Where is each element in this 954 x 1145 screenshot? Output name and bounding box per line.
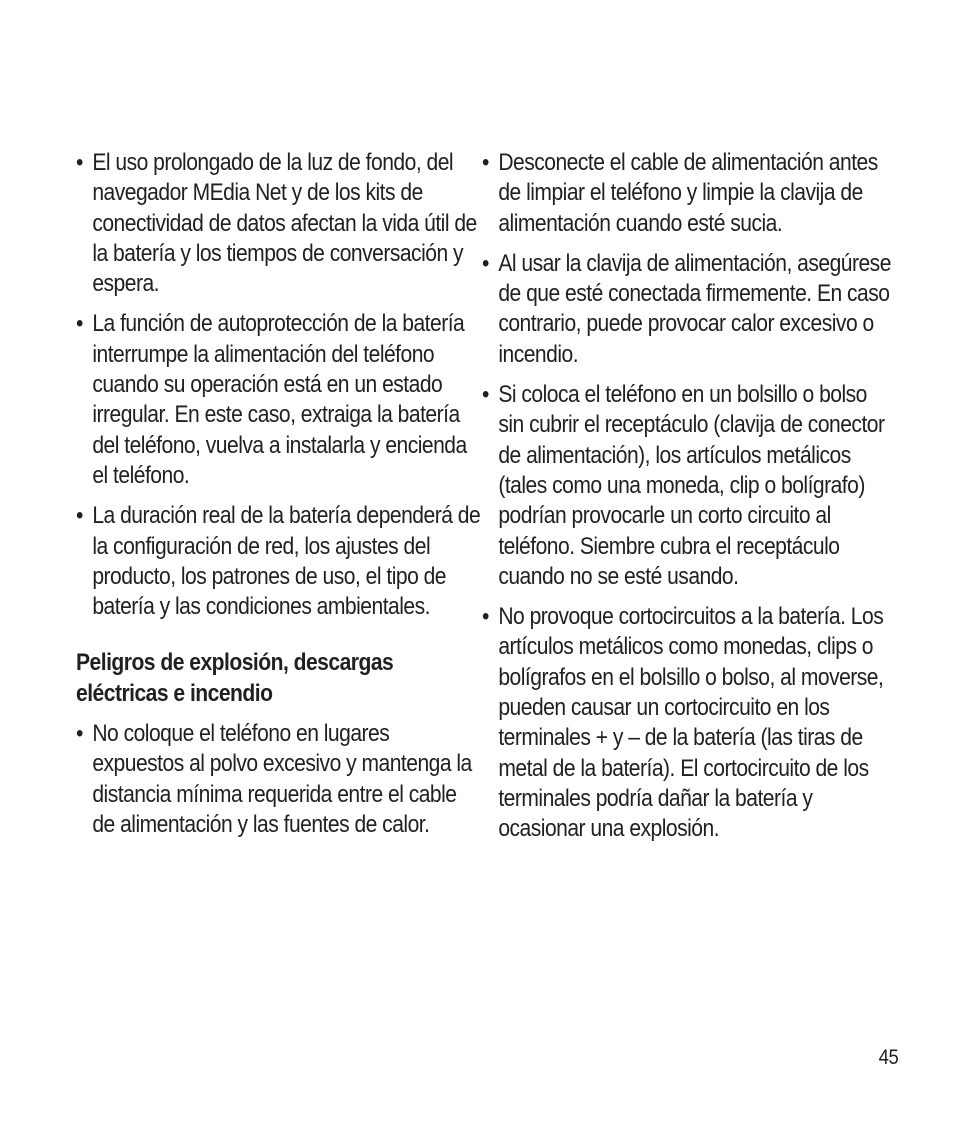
list-item-text: No provoque cortocircuitos a la batería. Los artículos metálicos como monedas, clips o bolígrafos en el bolsillo o bolso, al moverse, pueden causar un cortocircuito en los terminales + y – de la batería (las tiras de metal de la batería). El cortocircuito de los terminales podría dañar la batería y ocasionar una explosión.: [498, 603, 884, 843]
bullet-list-battery: [76, 148, 481, 622]
bullet-icon: •: [76, 502, 83, 530]
list-item-text: Al usar la clavija de alimentación, asegúrese de que esté conectada firmemente. En caso contrario, puede provocar calor excesivo o incendio.: [498, 249, 891, 368]
right-column: [482, 148, 891, 855]
list-item: [76, 309, 483, 491]
bullet-icon: •: [482, 381, 489, 409]
list-item-text: Desconecte el cable de alimentación antes de limpiar el teléfono y limpie la clavija de alimentación cuando esté sucia.: [498, 149, 878, 237]
left-column: [76, 148, 481, 850]
bullet-icon: •: [482, 603, 489, 631]
bullet-icon: •: [482, 149, 489, 176]
list-item: [482, 380, 897, 592]
section-heading: Peligros de explosión, descargas eléctricas e incendio: [76, 649, 394, 707]
bullet-list-hazards: [76, 719, 472, 840]
list-item-text: Si coloca el teléfono en un bolsillo o bolso sin cubrir el receptáculo (clavija de conector de alimentación), los artículos metálicos (tales como una moneda, clip o bolígrafo) podrían provocarle un corto circuito al teléfono. Siembre cubra el receptáculo cuando no se esté usando.: [498, 381, 885, 590]
bullet-icon: •: [482, 249, 489, 277]
list-item: [482, 602, 897, 844]
page-number: 45: [878, 1046, 898, 1069]
bullet-icon: •: [76, 310, 83, 338]
list-item-text: El uso prolongado de la luz de fondo, del navegador MEdia Net y de los kits de conectividad de datos afectan la vida útil de la batería y los tiempos de conversación y espera.: [92, 149, 477, 298]
list-item: [76, 719, 483, 840]
list-item: [482, 148, 897, 239]
list-item-text: La función de autoprotección de la batería interrumpe la alimentación del teléfono cuando su operación está en un estado irregular. En este caso, extraiga la batería del teléfono, vuelva a instalarla y encienda el teléfono.: [92, 310, 467, 489]
bullet-icon: •: [76, 720, 83, 748]
list-item: [482, 249, 897, 370]
list-item: [76, 501, 483, 622]
bullet-list-hazards-continued: [482, 148, 891, 845]
bullet-icon: •: [76, 149, 83, 176]
list-item: [76, 148, 483, 299]
list-item-text: No coloque el teléfono en lugares expuestos al polvo excesivo y mantenga la distancia mínima requerida entre el cable de alimentación y las fuentes de calor.: [92, 720, 472, 838]
list-item-text: La duración real de la batería dependerá de la configuración de red, los ajustes del producto, los patrones de uso, el tipo de batería y las condiciones ambientales.: [92, 502, 481, 621]
